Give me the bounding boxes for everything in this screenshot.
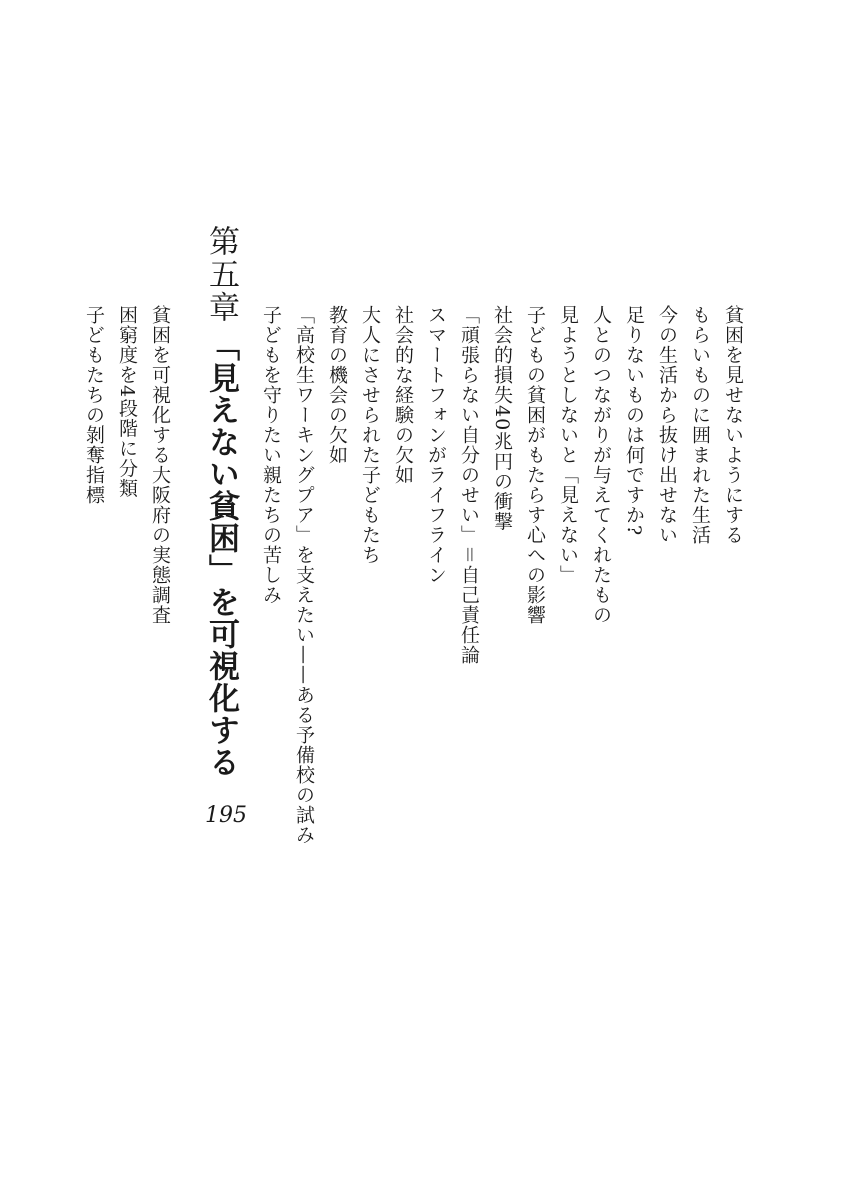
section-item: もらいものに囲まれた生活: [689, 305, 711, 545]
section-item: 貧困を可視化する大阪府の実態調査: [149, 305, 171, 625]
section-item: 困窮度を4段階に分類: [116, 305, 138, 499]
chapter-label: 第五章: [203, 225, 239, 324]
section-item: スマートフォンがライフライン: [425, 305, 447, 585]
section-item: 人とのつながりが与えてくれたもの: [590, 305, 612, 625]
section-item: 社会的な経験の欠如: [392, 305, 414, 485]
section-item: 貧困を見せないようにする: [722, 305, 744, 545]
section-item: 大人にさせられた子どもたち: [359, 305, 381, 565]
section-item: 見ようとしないと「見えない」: [557, 305, 579, 585]
section-item: 教育の機会の欠如: [326, 305, 348, 465]
page-number: 195: [205, 803, 247, 828]
section-item: 足りないものは何ですか?: [623, 305, 645, 537]
section-item: 社会的損失40兆円の衝撃: [491, 305, 513, 532]
section-item: 子どもの貧困がもたらす心への影響: [524, 305, 546, 625]
section-item: 子どもを守りたい親たちの苦しみ: [260, 305, 282, 605]
section-item: 「高校生ワーキングプア」を支えたい——ある予備校の試み: [293, 305, 315, 845]
section-item: 子どもたちの剝奪指標: [83, 305, 105, 505]
section-item: 今の生活から抜け出せない: [656, 305, 678, 545]
section-item: 「頑張らない自分のせい」＝自己責任論: [458, 305, 480, 666]
chapter-title: 「見えない貧困」を可視化する: [203, 330, 239, 778]
